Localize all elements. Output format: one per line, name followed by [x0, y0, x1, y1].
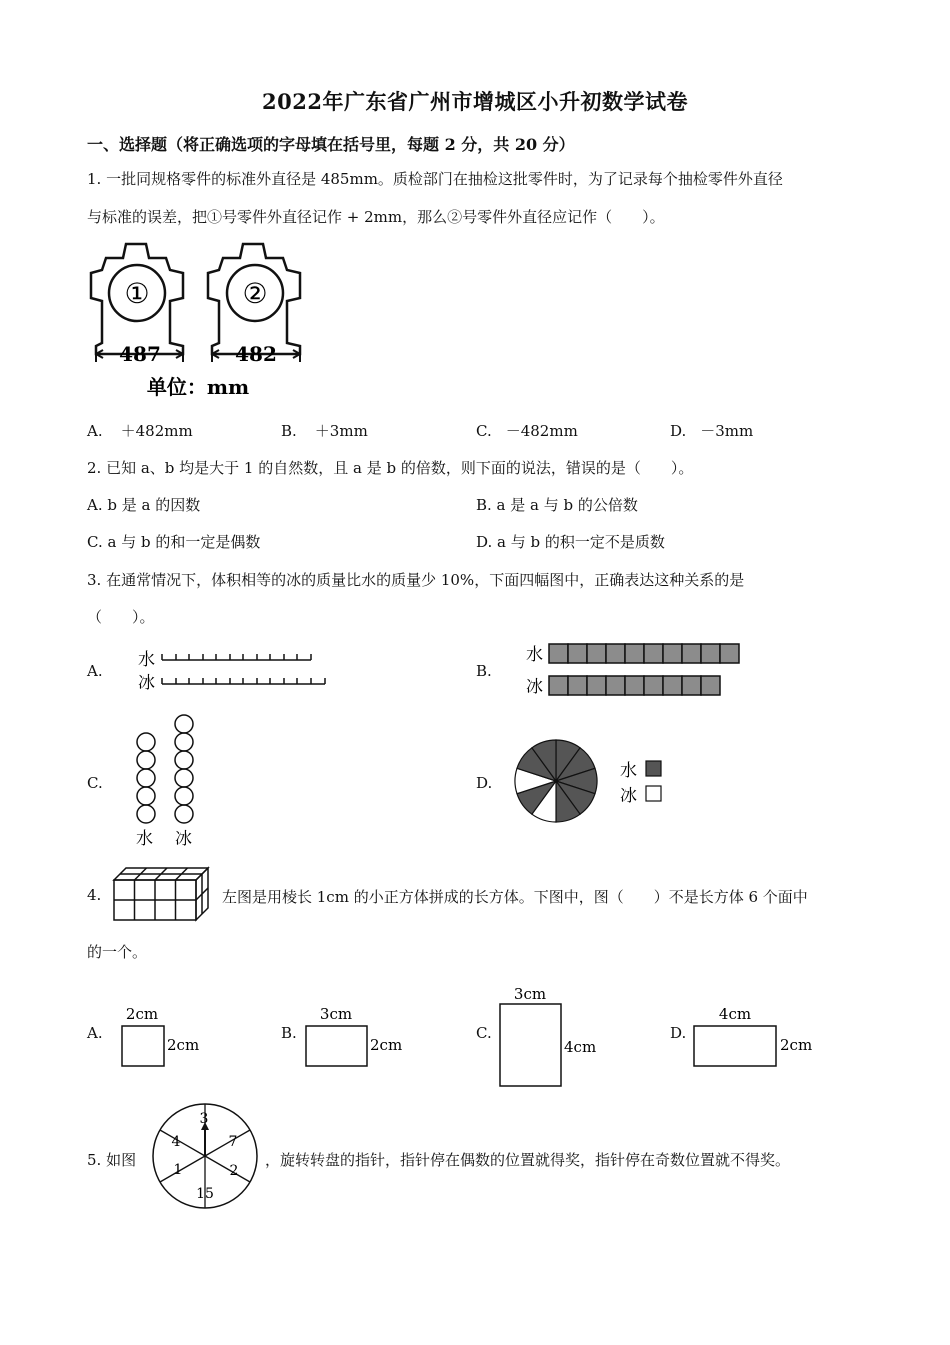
sector-number: 7: [228, 1134, 238, 1150]
q5-prefix: 5. 如图: [87, 1151, 137, 1169]
sector-number: 3: [199, 1111, 209, 1127]
dimension-482: 482: [235, 342, 277, 366]
q3-line1: 3. 在通常情况下，体积相等的冰的质量比水的质量少 10%，下面四幅图中，正确表达这种关系的是: [87, 571, 745, 589]
q1-option-b[interactable]: B. ＋3mm: [281, 422, 368, 440]
q3-figure-b: [524, 640, 744, 700]
q4-line2: 的一个。: [87, 943, 148, 961]
q3-option-d[interactable]: D.: [476, 774, 493, 792]
q4-figure-b: [300, 1002, 410, 1072]
sector-number: 1: [173, 1162, 183, 1178]
sector-number: 2: [229, 1163, 239, 1179]
height-label: 2cm: [167, 1036, 200, 1054]
water-label: 水: [138, 650, 155, 670]
q3-figure-c: [130, 710, 210, 850]
q1-line1: 1. 一批同规格零件的标准外直径是 485mm。质检部门在抽检这批零件时，为了记录每个抽检零件外直径: [87, 170, 783, 188]
ice-label: 冰: [526, 677, 543, 697]
dimension-487: 487: [119, 342, 161, 366]
q3-option-c[interactable]: C.: [87, 774, 103, 792]
q3-figure-d: [510, 735, 680, 827]
height-label: 2cm: [370, 1036, 403, 1054]
unit-label: 单位：mm: [146, 375, 250, 399]
width-label: 3cm: [513, 985, 547, 1003]
q2-option-a[interactable]: A. b 是 a 的因数: [87, 496, 201, 514]
q4-figure-c: [496, 982, 606, 1092]
q5-suffix: ，旋转转盘的指针，指针停在偶数的位置就得奖，指针停在奇数位置就不得奖。: [265, 1151, 791, 1169]
width-label: 3cm: [319, 1005, 353, 1023]
ice-label: 冰: [175, 829, 192, 849]
gear-parts-figure: [88, 238, 318, 408]
ice-label: 冰: [138, 673, 155, 693]
q4-figure-d: [688, 1002, 828, 1072]
q2-option-b[interactable]: B. a 是 a 与 b 的公倍数: [476, 496, 638, 514]
section-heading: 一、选择题（将正确选项的字母填在括号里，每题 2 分，共 20 分）: [87, 135, 575, 154]
part1-label: ①: [124, 277, 150, 310]
q3-line2: （ ）。: [87, 608, 155, 626]
q4-number: 4.: [87, 886, 102, 904]
q4-line1: 左图是用棱长 1cm 的小正方体拼成的长方体。下图中，图（ ）不是长方体 6 个面中: [222, 888, 808, 906]
q2-option-d[interactable]: D. a 与 b 的积一定不是质数: [476, 533, 665, 551]
q3-option-a[interactable]: A.: [87, 662, 103, 680]
q1-option-d[interactable]: D. －3mm: [670, 422, 754, 440]
q2-option-c[interactable]: C. a 与 b 的和一定是偶数: [87, 533, 261, 551]
q1-line2: 与标准的误差，把①号零件外直径记作 + 2mm，那么②号零件外直径应记作（ ）。: [87, 208, 665, 226]
width-label: 4cm: [718, 1005, 752, 1023]
q4-option-c[interactable]: C.: [476, 1024, 492, 1042]
q4-option-d[interactable]: D.: [670, 1024, 687, 1042]
width-label: 2cm: [125, 1005, 159, 1023]
sector-number: 4: [171, 1134, 181, 1150]
q3-figure-a: [134, 646, 334, 696]
q4-option-b[interactable]: B.: [281, 1024, 297, 1042]
water-label: 水: [526, 645, 543, 665]
water-label: 水: [620, 761, 637, 781]
q2-line1: 2. 已知 a、b 均是大于 1 的自然数，且 a 是 b 的倍数，则下面的说法，错误的是（ ）。: [87, 459, 694, 477]
water-label: 水: [136, 829, 153, 849]
q3-option-b[interactable]: B.: [476, 662, 492, 680]
q1-option-c[interactable]: C. －482mm: [476, 422, 578, 440]
q4-option-a[interactable]: A.: [87, 1024, 103, 1042]
height-label: 4cm: [564, 1038, 597, 1056]
page-title: 2022年广东省广州市增城区小升初数学试卷: [262, 89, 688, 114]
height-label: 2cm: [780, 1036, 813, 1054]
cuboid-figure: [112, 862, 212, 922]
q4-figure-a: [112, 1002, 212, 1072]
q1-option-a[interactable]: A. ＋482mm: [87, 422, 193, 440]
spinner-figure: [148, 1102, 262, 1212]
part2-label: ②: [242, 277, 268, 310]
ice-label: 冰: [620, 786, 637, 806]
sector-number: 15: [196, 1186, 214, 1202]
